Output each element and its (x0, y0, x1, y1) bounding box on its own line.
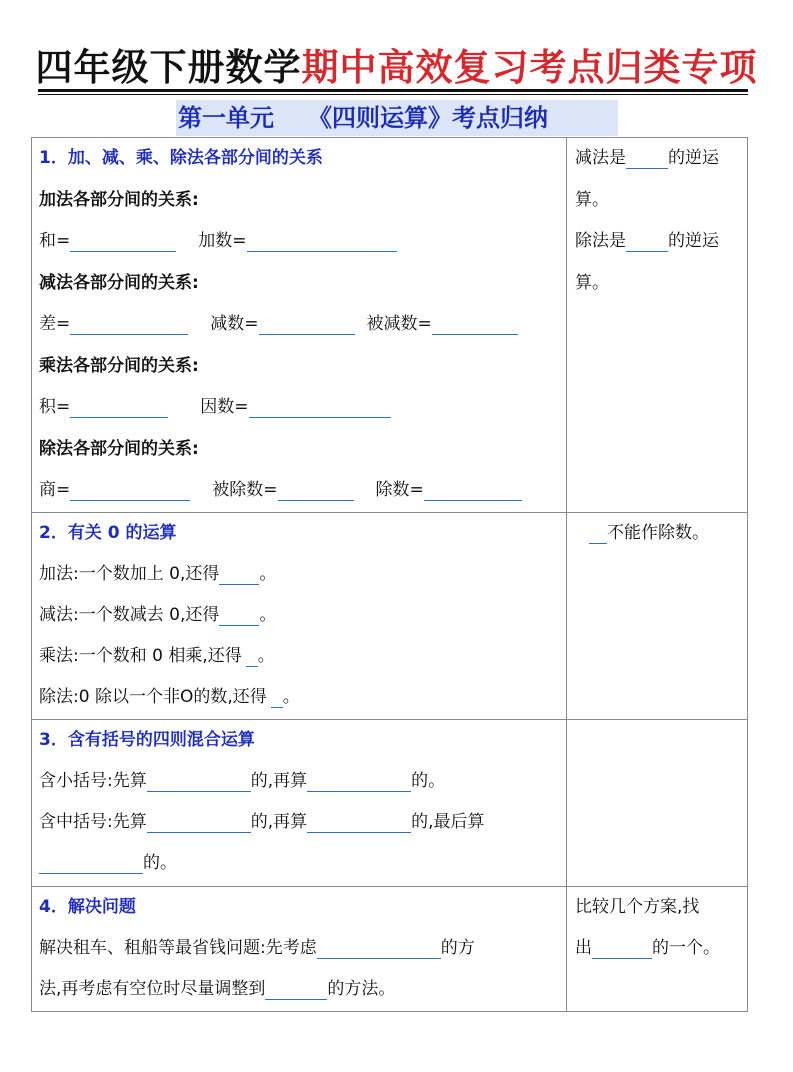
section-1-heading: 1．加、减、乘、除法各部分间的关系 (39, 148, 323, 168)
period: 。 (282, 687, 300, 707)
side-note-division-end: 算。 (575, 272, 609, 293)
table-row (32, 138, 748, 513)
side-text: 不能作除数。 (607, 523, 709, 543)
diff-blank[interactable] (70, 314, 188, 335)
zero-mul-blank[interactable] (246, 646, 258, 667)
problem-blank-1[interactable] (317, 938, 441, 959)
small-first-blank[interactable] (147, 771, 251, 792)
mul-heading: 乘法各部分间的关系: (39, 355, 199, 376)
zero-div-text: 除法:0 除以一个非O的数,还得 (39, 687, 267, 707)
mid-bracket-text: 的。 (143, 853, 177, 873)
side-text: 的一个。 (652, 938, 720, 958)
zero-mul-line (39, 636, 566, 677)
title-black: 四年级下册数学 (35, 46, 302, 89)
problem-text: 的方法。 (327, 979, 396, 999)
zero-sub-line (39, 595, 566, 636)
side-text: 减法是 (575, 148, 626, 168)
zero-sub-blank[interactable] (219, 605, 259, 626)
divisor-blank[interactable] (424, 480, 522, 501)
sum-label: 和= (39, 231, 71, 251)
table-row (32, 513, 748, 720)
mid-bracket-text: 含中括号:先算 (39, 812, 147, 832)
table-row (32, 720, 748, 887)
mid-first-blank[interactable] (147, 812, 251, 833)
mul-line (39, 387, 566, 429)
title-rule-thin (38, 94, 748, 95)
product-blank[interactable] (70, 397, 168, 418)
subtrahend-label: 减数= (210, 314, 259, 334)
div-line (39, 470, 566, 512)
small-bracket-text: 的。 (411, 771, 446, 791)
side-text: 出 (575, 938, 592, 958)
side-note-compare-2 (575, 928, 741, 969)
side-note-subtraction-end: 算。 (575, 189, 609, 210)
mid-bracket-text: 的,最后算 (411, 812, 485, 832)
minuend-blank[interactable] (432, 314, 518, 335)
problem-text: 解决租车、租船等最省钱问题:先考虑 (39, 938, 317, 958)
mid-bracket-line-2 (39, 843, 566, 884)
diff-label: 差= (39, 314, 71, 334)
factor-label: 因数= (200, 397, 249, 417)
section-1-side (567, 138, 748, 513)
table-row (32, 887, 748, 1012)
period: 。 (259, 564, 277, 584)
problem-line-1 (39, 928, 566, 969)
side-text: 除法是 (575, 231, 626, 251)
unit-topic: 《四则运算》考点归纳 (308, 104, 548, 132)
side-note-subtraction (575, 138, 741, 180)
unit-label: 第一单元 (178, 104, 274, 132)
quotient-label: 商= (39, 480, 71, 500)
problem-blank-2[interactable] (265, 979, 327, 1000)
addend-blank[interactable] (247, 231, 397, 252)
dividend-label: 被除数= (212, 480, 278, 500)
side-note-zero (575, 513, 741, 554)
section-3-main (32, 720, 567, 887)
side-text: 的逆运 (668, 148, 719, 168)
divisor-label: 除数= (375, 480, 424, 500)
zero-add-blank[interactable] (219, 564, 259, 585)
problem-text: 的方 (440, 938, 475, 958)
section-2-main (32, 513, 567, 720)
section-4-side (567, 887, 748, 1012)
product-label: 积= (39, 397, 71, 417)
title-red: 期中高效复习考点归类专项 (301, 46, 758, 89)
period: 。 (259, 605, 277, 625)
summary-table (31, 137, 748, 1012)
section-2-side (567, 513, 748, 720)
zero-mul-text: 乘法:一个数和 0 相乘,还得 (39, 646, 242, 666)
quotient-blank[interactable] (70, 480, 190, 501)
side-blank[interactable] (592, 938, 652, 959)
sub-heading: 减法各部分间的关系: (39, 272, 199, 293)
add-line (39, 221, 566, 263)
side-note-compare: 比较几个方案,找 (575, 897, 700, 917)
mid-bracket-line (39, 802, 566, 843)
mid-bracket-text: 的,再算 (250, 812, 308, 832)
section-4-heading: 4．解决问题 (39, 897, 136, 917)
section-4-main (32, 887, 567, 1012)
factor-blank[interactable] (249, 397, 391, 418)
sum-blank[interactable] (70, 231, 176, 252)
zero-add-line (39, 554, 566, 595)
div-heading: 除法各部分间的关系: (39, 438, 199, 459)
zero-div-line (39, 677, 566, 718)
small-bracket-text: 含小括号:先算 (39, 771, 147, 791)
side-text: 的逆运 (668, 231, 719, 251)
section-1-main (32, 138, 567, 513)
side-blank[interactable] (589, 523, 607, 544)
sub-line (39, 304, 566, 346)
subtrahend-blank[interactable] (259, 314, 355, 335)
section-2-heading: 2．有关 0 的运算 (39, 523, 177, 543)
dividend-blank[interactable] (278, 480, 354, 501)
add-heading: 加法各部分间的关系: (39, 189, 199, 210)
small-second-blank[interactable] (307, 771, 411, 792)
zero-sub-text: 减法:一个数减去 0,还得 (39, 605, 220, 625)
side-blank[interactable] (626, 231, 668, 252)
addend-label: 加数= (198, 231, 247, 251)
section-3-heading: 3．含有括号的四则混合运算 (39, 730, 255, 750)
section-3-side (567, 720, 748, 887)
period: 。 (257, 646, 275, 666)
side-blank[interactable] (626, 148, 668, 169)
side-note-division (575, 221, 741, 263)
mid-last-blank[interactable] (39, 853, 143, 874)
title-rule-thick (38, 89, 748, 92)
zero-add-text: 加法:一个数加上 0,还得 (39, 564, 220, 584)
unit-subtitle (176, 100, 618, 136)
page-title (0, 44, 793, 92)
small-bracket-text: 的,再算 (250, 771, 308, 791)
small-bracket-line (39, 761, 566, 802)
problem-text: 法,再考虑有空位时尽量调整到 (39, 979, 266, 999)
minuend-label: 被减数= (366, 314, 432, 334)
problem-line-2 (39, 969, 566, 1010)
mid-second-blank[interactable] (307, 812, 411, 833)
zero-div-blank[interactable] (271, 687, 283, 708)
